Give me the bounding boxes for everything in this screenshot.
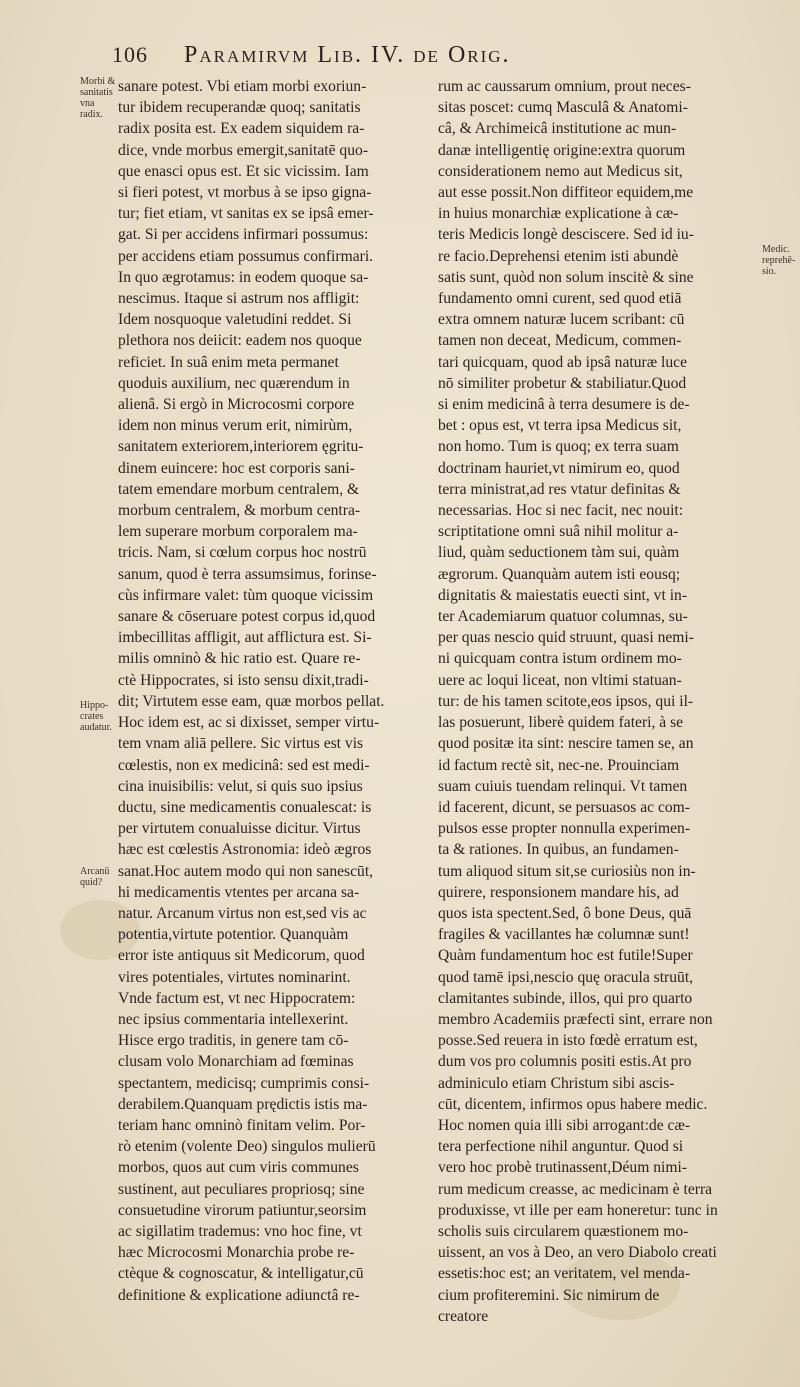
text-line: morbos, quos aut cum viris communes (118, 1159, 359, 1177)
text-line: gat. Si per accidens infirmari possumus: (118, 226, 369, 244)
text-line: dit; Virtutem esse eam, quæ morbos pellat. (118, 692, 385, 710)
text-line: id factum rectè sit, nec-ne. Prouinciam (438, 756, 680, 774)
text-line: cùs infirmare valet: tùm quoque vicissim (118, 586, 374, 604)
text-line: si enim medicinâ à terra desumere is de- (438, 396, 690, 414)
text-line: ctèque & cognoscatur, & intelligatur,cū (118, 1265, 364, 1283)
text-line: non homo. Tum is quoq; ex terra suam (438, 438, 679, 456)
text-line: Hoc idem est, ac si dixisset, semper virtu- (118, 714, 380, 732)
text-line: sanare & cōseruare potest corpus id,quod (118, 608, 376, 626)
text-line: natur. Arcanum virtus non est,sed vis ac (118, 904, 367, 922)
text-line: per quas nescio quid struunt, quasi nemi- (438, 629, 694, 647)
text-line: necessarias. Hoc si nec facit, nec nouit: (438, 502, 684, 520)
text-line: tatem emendare morbum centralem, & (118, 480, 360, 498)
text-line: ægrorum. Quanquàm autem isti eousq; (438, 565, 681, 583)
text-line: tamen non deceat, Medicum, commen- (438, 332, 682, 350)
left-text-column (118, 76, 432, 1306)
text-line: clamitantes subinde, illos, qui pro quarto (438, 989, 693, 1007)
right-text-column (438, 76, 760, 1327)
text-line: dum vos pro columnis positi estis.At pro (438, 1053, 692, 1071)
text-line: milis omninò & hic ratio est. Quare re- (118, 650, 361, 668)
text-line: hæc Microcosmi Monarchia probe re- (118, 1244, 355, 1262)
text-line: creatore (438, 1307, 489, 1325)
text-line: rum ac caussarum omnium, prout neces- (438, 78, 691, 95)
text-line: vires potentiales, virtutes nominarint. (118, 968, 351, 986)
text-line: imbecillitas affligit, aut afflictura est. Si- (118, 629, 372, 647)
text-line: teriam hanc omninò finitam velim. Por- (118, 1116, 366, 1134)
text-line: Vnde factum est, vt nec Hippocratem: (118, 989, 356, 1007)
text-line: per virtutem conualuisse dicitur. Virtus (118, 820, 361, 838)
text-line: ctè Hippocrates, si isto sensu dixit,tradi- (118, 671, 369, 689)
text-line: câ, & Archimeicâ institutione ac mun- (438, 120, 677, 138)
text-line: nec ipsius commentaria intellexerint. (118, 1010, 349, 1028)
text-line: reficiet. In suâ enim meta permanet (118, 353, 339, 371)
text-line: plethora nos deiicit: eadem nos quoque (118, 332, 362, 350)
text-line: error iste antiquus sit Medicorum, quod (118, 947, 365, 965)
text-line: ductu, sine medicamentis conualescat: is (118, 798, 372, 816)
text-line: tem vnam aliā pellere. Sic virtus est vis (118, 735, 364, 753)
text-line: hæc est cœlestis Astronomia: ideò ægros (118, 841, 372, 859)
text-line: sanitatem exteriorem,interiorem ęgritu- (118, 438, 364, 456)
text-line: extra omnem naturæ lucem scribant: cū (438, 311, 685, 329)
text-line: ta & rationes. In quibus, an fundamen- (438, 841, 679, 859)
text-line: re facio.Deprehensi etenim isti abundè (438, 247, 679, 265)
text-line: sitas poscet: cumq Masculâ & Anatomi- (438, 99, 688, 117)
text-line: scriptitatione omni suâ nihil molitur a- (438, 523, 679, 541)
text-line: terra ministrat,ad res vtatur definitas & (438, 480, 681, 498)
text-line: ter Academiarum quatuor columnas, su- (438, 608, 688, 626)
text-line: alienâ. Si ergò in Microcosmi corpore (118, 396, 355, 414)
text-line: spectantem, medicisq; cumprimis consi- (118, 1074, 370, 1092)
text-line: fundamento omni curent, sed quod etiā (438, 290, 682, 308)
text-line: tari quicquam, quod ab ipsâ naturæ luce (438, 353, 687, 371)
text-line: derabilem.Quanquam prędictis istis ma- (118, 1095, 368, 1113)
text-line: quoduis auxilium, nec quærendum in (118, 374, 350, 392)
text-line: las posuerunt, liberè quidem fateri, à se (438, 714, 684, 732)
text-line: posse.Sed reuera in isto fœdè erratum est, (438, 1032, 698, 1050)
text-line: cium profiteremini. Sic nimirum de (438, 1286, 660, 1304)
text-line: satis sunt, quòd non solum inscitè & sine (438, 268, 694, 286)
text-line: tur: de his tamen scitote,eos ipsos, qui il- (438, 692, 694, 710)
text-line: Hoc nomen quia illi sibi arrogant:de cæ- (438, 1116, 691, 1134)
text-line: essetis:hoc est; an veritatem, vel menda- (438, 1265, 691, 1283)
text-line: quod positæ ita sint: nescire tamen se, an (438, 735, 694, 753)
text-line: que enasci opus est. Et sic vicissim. Iam (118, 162, 369, 180)
text-line: rò etenim (volente Deo) singulos mulierū (118, 1138, 376, 1156)
text-line: considerationem nemo aut Medicus sit, (438, 162, 683, 180)
text-line: hi medicamentis vtentes per arcana sa- (118, 883, 360, 901)
text-line: ni quicquam contra istum ordinem mo- (438, 650, 682, 668)
marginal-note: Arcanū quid? (80, 866, 110, 888)
text-line: scholis suis circularem quæstionem mo- (438, 1222, 689, 1240)
text-line: id facerent, dicunt, se persuasos ac com- (438, 798, 690, 816)
text-line: aut esse possit.Non diffiteor equidem,me (438, 184, 694, 202)
text-line: ac sigillatim trademus: vno hoc fine, vt (118, 1222, 362, 1240)
text-line: dignitatis & maiestatis euecti sint, vt in- (438, 586, 688, 604)
text-line: teris Medicis longè desciscere. Sed id iu- (438, 226, 694, 244)
text-line: clusam volo Monarchiam ad fœminas (118, 1053, 354, 1071)
text-line: tricis. Nam, si cœlum corpus hoc nostrū (118, 544, 367, 562)
text-line: quos ista spectent.Sed, ô bone Deus, quā (438, 904, 692, 922)
text-line: idem non minus verum erit, nimirùm, (118, 417, 353, 435)
marginal-note: Hippo-crates audatur. (80, 700, 112, 733)
marginal-note: Medic. reprehē-sio. (762, 244, 796, 277)
text-line: bet : opus est, vt terra ipsa Medicus sit, (438, 417, 682, 435)
text-line: radix posita est. Ex eadem siquidem ra- (118, 120, 365, 138)
text-line: produxisse, vt ille per eam honeretur: tunc in (438, 1201, 718, 1219)
text-line: consuetudine virorum patiuntur,seorsim (118, 1201, 367, 1219)
page-number: 106 (112, 42, 148, 67)
text-line: uere ac loqui liceat, non vltimi statuan- (438, 671, 682, 689)
text-line: quirere, responsionem mandare his, ad (438, 883, 679, 901)
text-line: definitione & explicatione adiunctâ re- (118, 1286, 360, 1304)
marginal-note: Morbi & sanitatis vna radix. (80, 76, 116, 120)
text-line: lem superare morbum corporalem ma- (118, 523, 358, 541)
text-line: si fieri potest, vt morbus à se ipso gigna- (118, 184, 372, 202)
text-line: sustinent, aut peculiares propriosq; sine (118, 1180, 365, 1198)
text-line: Hisce ergo traditis, in genere tam cō- (118, 1032, 349, 1050)
text-line: pulsos esse propter nonnulla experimen- (438, 820, 691, 838)
text-line: cina inuisibilis: velut, si quis suo ipsius (118, 777, 363, 795)
text-line: sanum, quod è terra assumsimus, forinse- (118, 565, 377, 583)
running-title: Paramirvm Lib. IV. de Orig. (184, 42, 511, 68)
text-line: uissent, an vos à Deo, an vero Diabolo creati (438, 1244, 717, 1262)
text-line: vero hoc probè trutinassent,Déum nimi- (438, 1159, 688, 1177)
text-line: liud, quàm seductionem tàm sui, quàm (438, 544, 680, 562)
running-header (112, 42, 752, 72)
text-line: adminiculo etiam Christum sibi ascis- (438, 1074, 675, 1092)
text-line: cœlestis, non ex medicinâ: sed est medi- (118, 756, 370, 774)
text-line: tur; fiet etiam, vt sanitas ex se ipsâ emer- (118, 205, 374, 223)
text-line: danæ intelligentię origine:extra quorum (438, 141, 686, 159)
text-line: tera perfectione nihil anguntur. Quod si (438, 1138, 684, 1156)
text-line: morbum centralem, & morbum centra- (118, 502, 361, 520)
text-line: tum aliquod situm sit,se curiosiùs non in- (438, 862, 696, 880)
text-line: In quo ægrotamus: in eodem quoque sa- (118, 268, 369, 286)
text-line: sanare potest. Vbi etiam morbi exoriun- (118, 78, 367, 95)
text-line: fragiles & vacillantes hæ columnæ sunt! (438, 926, 690, 944)
text-line: sanat.Hoc autem modo qui non sanescūt, (118, 862, 374, 880)
text-line: dinem euincere: hoc est corporis sani- (118, 459, 355, 477)
text-line: tur ibidem recuperandæ quoq; sanitatis (118, 99, 361, 117)
text-line: membro Academiis præfecti sint, errare non (438, 1010, 713, 1028)
text-line: doctrinam hauriet,vt nimirum eo, quod (438, 459, 680, 477)
text-line: rum medicum creasse, ac medicinam è terra (438, 1180, 713, 1198)
text-line: suam cuiuis tuendam relinqui. Vt tamen (438, 777, 688, 795)
text-line: Idem nosquoque valetudini reddet. Si (118, 311, 352, 329)
text-line: nescimus. Itaque si astrum nos affligit: (118, 290, 360, 308)
text-line: dice, vnde morbus emergit,sanitatē quo- (118, 141, 369, 159)
text-line: per accidens etiam possumus confirmari. (118, 247, 374, 265)
text-line: quod tamē ipsi,nescio quę oracula struūt, (438, 968, 694, 986)
text-line: Quàm fundamentum hoc est futile!Super (438, 947, 693, 965)
text-line: cūt, dicentem, infirmos opus habere medic. (438, 1095, 708, 1113)
text-line: in huius monarchiæ explicatione à cæ- (438, 205, 679, 223)
text-line: potentia,virtute potentior. Quanquàm (118, 926, 349, 944)
text-line: nō similiter probetur & stabiliatur.Quod (438, 374, 687, 392)
